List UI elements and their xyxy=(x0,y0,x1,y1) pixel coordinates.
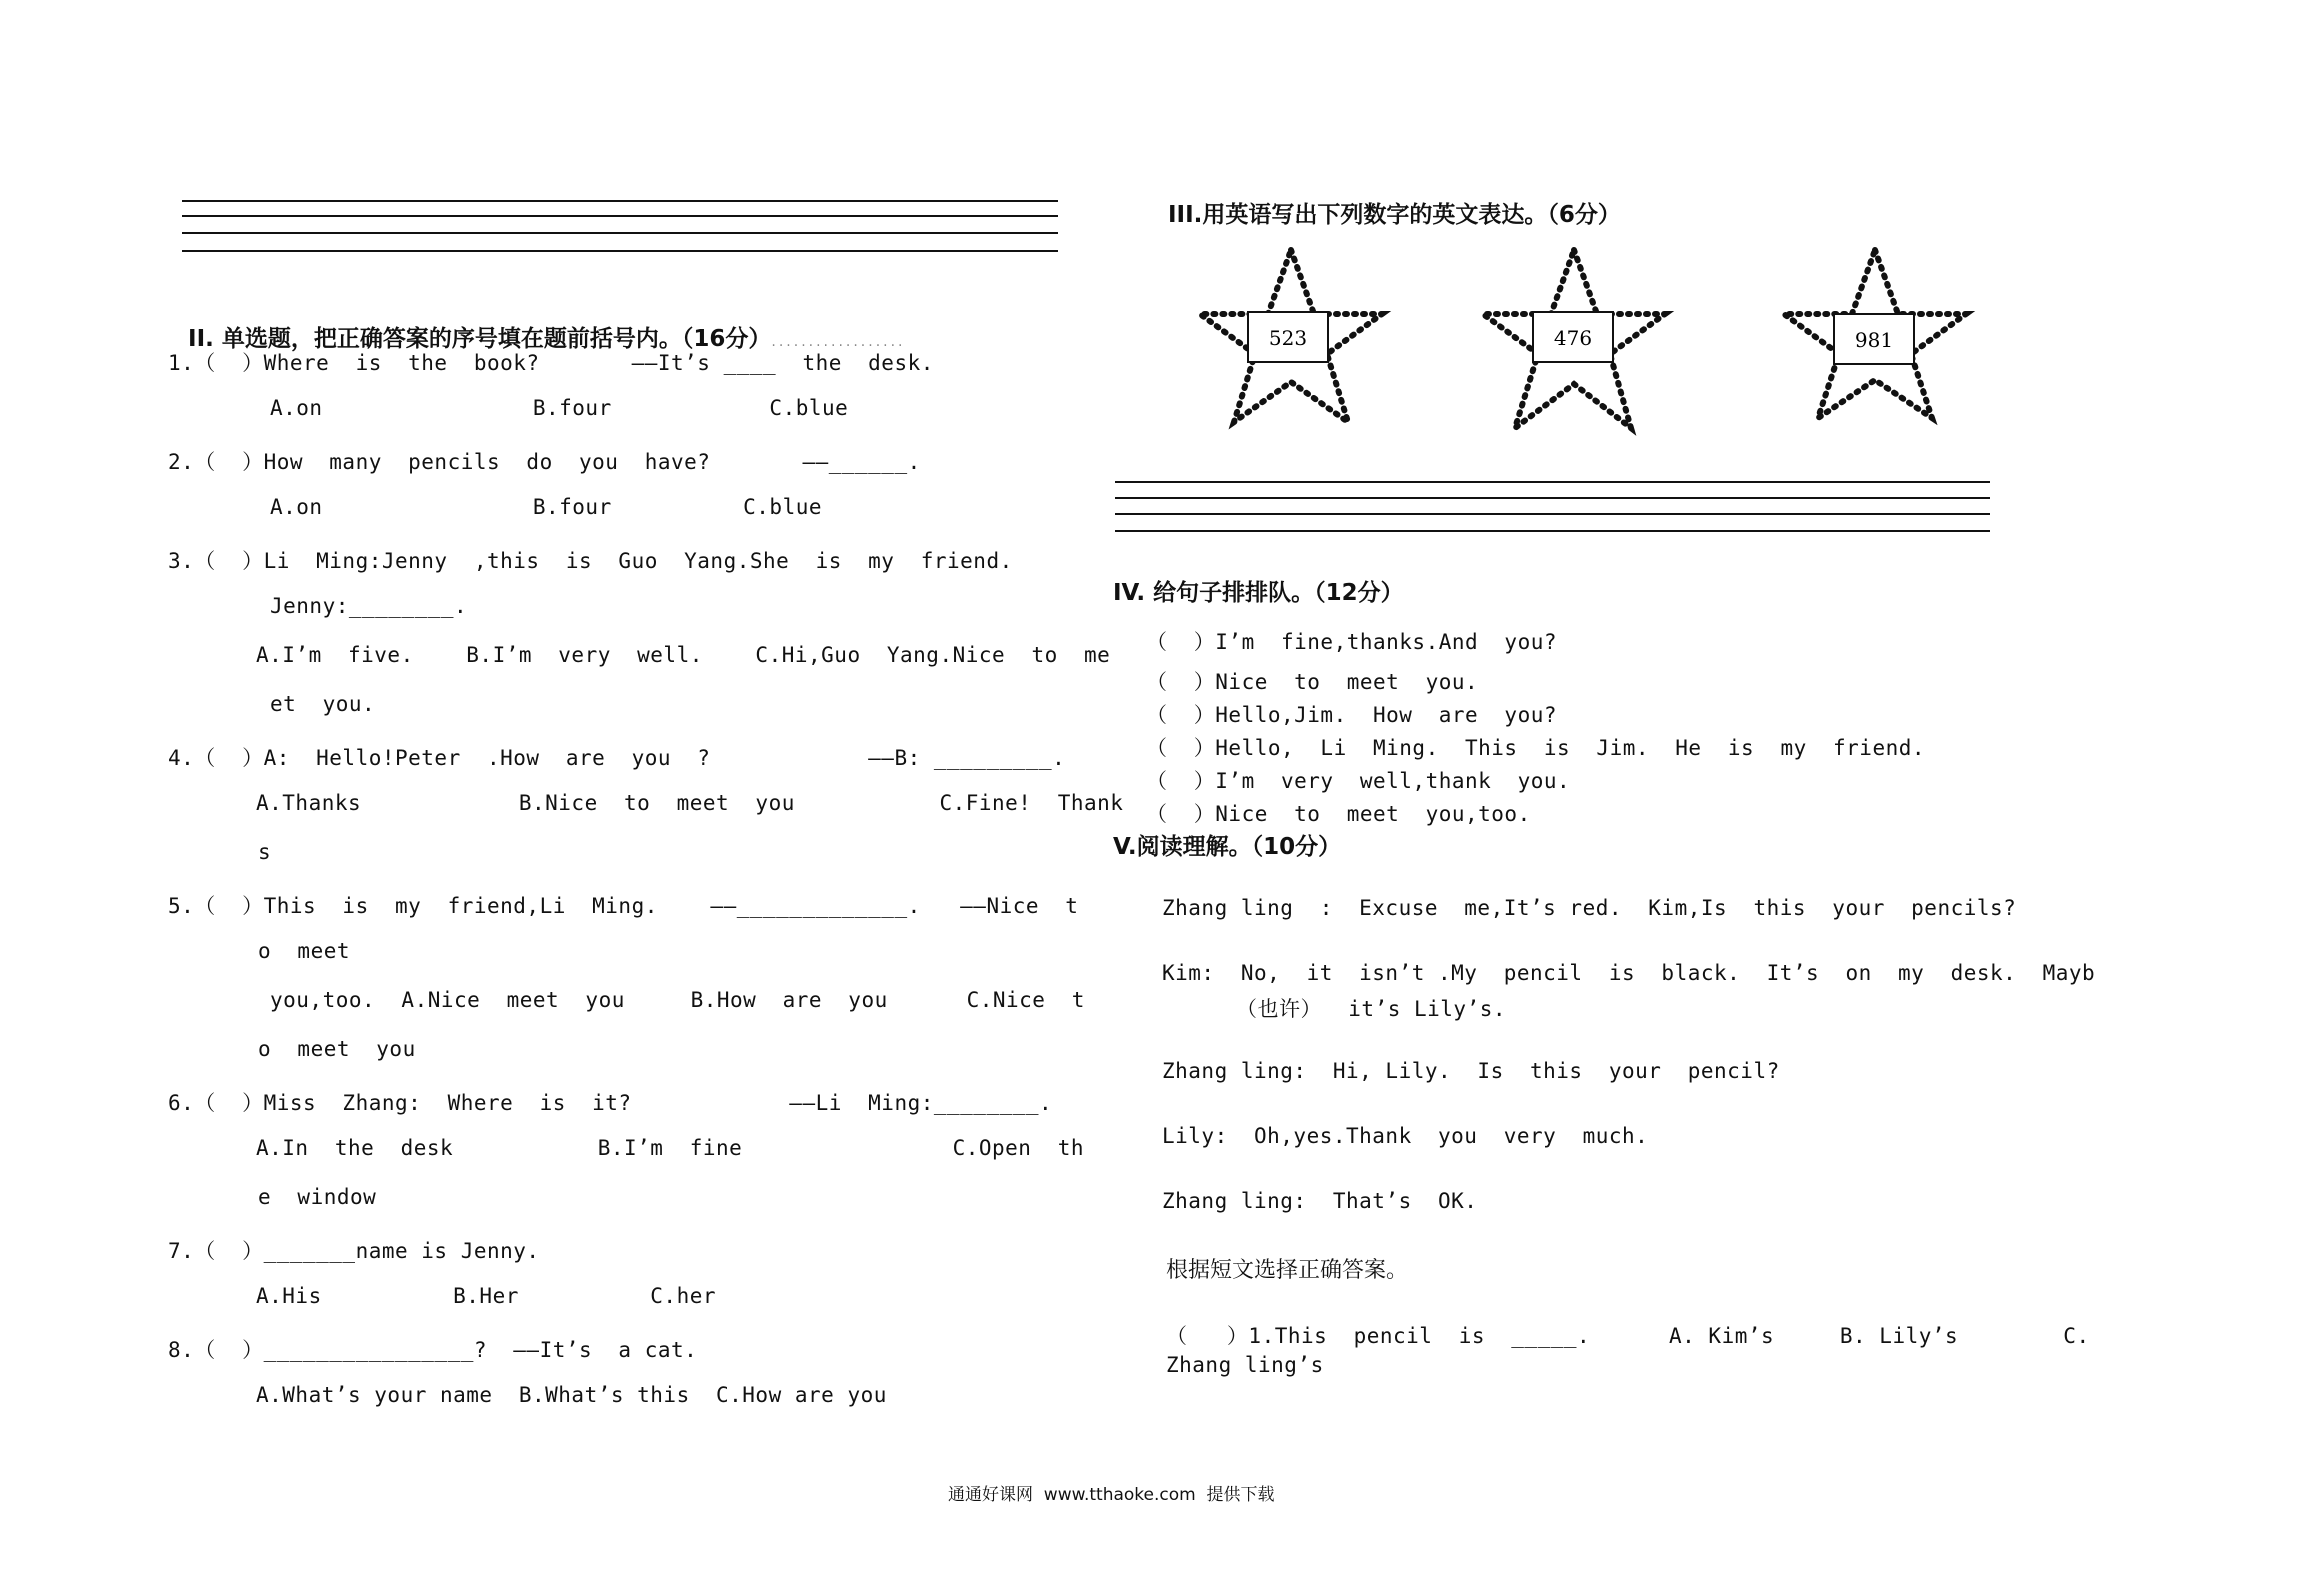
rule-line xyxy=(182,232,1058,234)
question-line: 5.（ ）This is my friend,Li Ming. ——_____________. ——Nice t xyxy=(168,894,1079,918)
option-line: o meet you xyxy=(258,1037,416,1061)
sentence-line: （ ）I’m very well,thank you. xyxy=(1146,769,1571,793)
option-line: A.I’m five. B.I’m very well. C.Hi,Guo Yang.Nice to me xyxy=(256,643,1111,667)
star-icon xyxy=(1469,244,1679,434)
sentence-line: （ ）Nice to meet you. xyxy=(1146,670,1479,694)
answer-line: Jenny:________. xyxy=(270,594,468,618)
footer-credit: 通通好课网 www.tthaoke.com 提供下载 xyxy=(948,1485,1275,1505)
question-line: 3.（ ）Li Ming:Jenny ,this is Guo Yang.She is my friend. xyxy=(168,549,1013,573)
question-line: Zhang ling’s xyxy=(1166,1353,1324,1377)
rule-line xyxy=(1115,497,1990,499)
option-line: you,too. A.Nice meet you B.How are you C.Nice t xyxy=(270,988,1085,1012)
sentence-line: （ ）I’m fine,thanks.And you? xyxy=(1146,630,1558,654)
rule-line xyxy=(182,200,1058,202)
option-line: s xyxy=(258,840,272,864)
sentence-line: （ ）Hello, Li Ming. This is Jim. He is my friend. xyxy=(1146,736,1926,760)
question-line: 7.（ ）_______name is Jenny. xyxy=(168,1239,540,1263)
section-2-title-text: II. 单选题，把正确答案的序号填在题前括号内。（16分） xyxy=(188,326,772,352)
star-number: 981 xyxy=(1854,328,1894,352)
rule-line xyxy=(1115,481,1990,483)
star-1 xyxy=(1186,244,1396,434)
rule-line xyxy=(1115,513,1990,515)
option-line: A.What’s your name B.What’s this C.How are you xyxy=(256,1383,887,1407)
rule-line xyxy=(182,250,1058,252)
question-line: （ ）1.This pencil is _____. A. Kim’s B. Lily’s C. xyxy=(1166,1324,2090,1348)
section-3-title: III.用英语写出下列数字的英文表达。（6分） xyxy=(1168,202,1621,228)
option-line: A.Thanks B.Nice to meet you C.Fine! Thank xyxy=(256,791,1124,815)
option-line: et you. xyxy=(270,692,376,716)
section-2-title xyxy=(172,294,906,353)
sentence-line: （ ）Hello,Jim. How are you? xyxy=(1146,703,1558,727)
question-line: 2.（ ）How many pencils do you have? ——______. xyxy=(168,450,921,474)
sentence-line: （ ）Nice to meet you,too. xyxy=(1146,802,1531,826)
question-line: 8.（ ）________________? ——It’s a cat. xyxy=(168,1338,698,1362)
star-icon xyxy=(1186,244,1396,434)
dialogue-line: Zhang ling: That’s OK. xyxy=(1162,1189,1478,1213)
star-3 xyxy=(1770,244,1980,434)
option-line: e window xyxy=(258,1185,377,1209)
option-line: A.on B.four C.blue xyxy=(270,396,849,420)
instruction-line: 根据短文选择正确答案。 xyxy=(1166,1258,1409,1283)
question-line: 6.（ ）Miss Zhang: Where is it? ——Li Ming:________. xyxy=(168,1091,1053,1115)
dialogue-line: Zhang ling : Excuse me,It’s red. Kim,Is this your pencils? xyxy=(1162,896,2017,920)
section-4-title: IV. 给句子排排队。（12分） xyxy=(1113,580,1404,606)
question-line: 4.（ ）A: Hello!Peter .How are you ? ——B: _________. xyxy=(168,746,1066,770)
section-5-title: V.阅读理解。（10分） xyxy=(1113,834,1342,860)
rule-line xyxy=(1115,530,1990,532)
dialogue-line: Zhang ling: Hi, Lily. Is this your pencil? xyxy=(1162,1059,1780,1083)
question-line: 1.（ ）Where is the book? ——It’s ____ the desk. xyxy=(168,351,934,375)
star-icon xyxy=(1770,244,1980,434)
star-number: 523 xyxy=(1268,326,1308,350)
rule-line xyxy=(182,215,1058,217)
option-line: A.on B.four C.blue xyxy=(270,495,823,519)
star-2 xyxy=(1469,244,1679,434)
option-line: A.His B.Her C.her xyxy=(256,1284,717,1308)
dialogue-line: Lily: Oh,yes.Thank you very much. xyxy=(1162,1124,1649,1148)
section-2-dots: .................. xyxy=(771,334,906,350)
dialogue-line: Kim: No, it isn’t .My pencil is black. It’s on my desk. Mayb xyxy=(1162,961,2096,985)
question-line: o meet xyxy=(258,939,351,963)
star-number: 476 xyxy=(1553,326,1593,350)
option-line: A.In the desk B.I’m fine C.Open th xyxy=(256,1136,1085,1160)
dialogue-line: （也许） it’s Lily’s. xyxy=(1236,997,1507,1021)
